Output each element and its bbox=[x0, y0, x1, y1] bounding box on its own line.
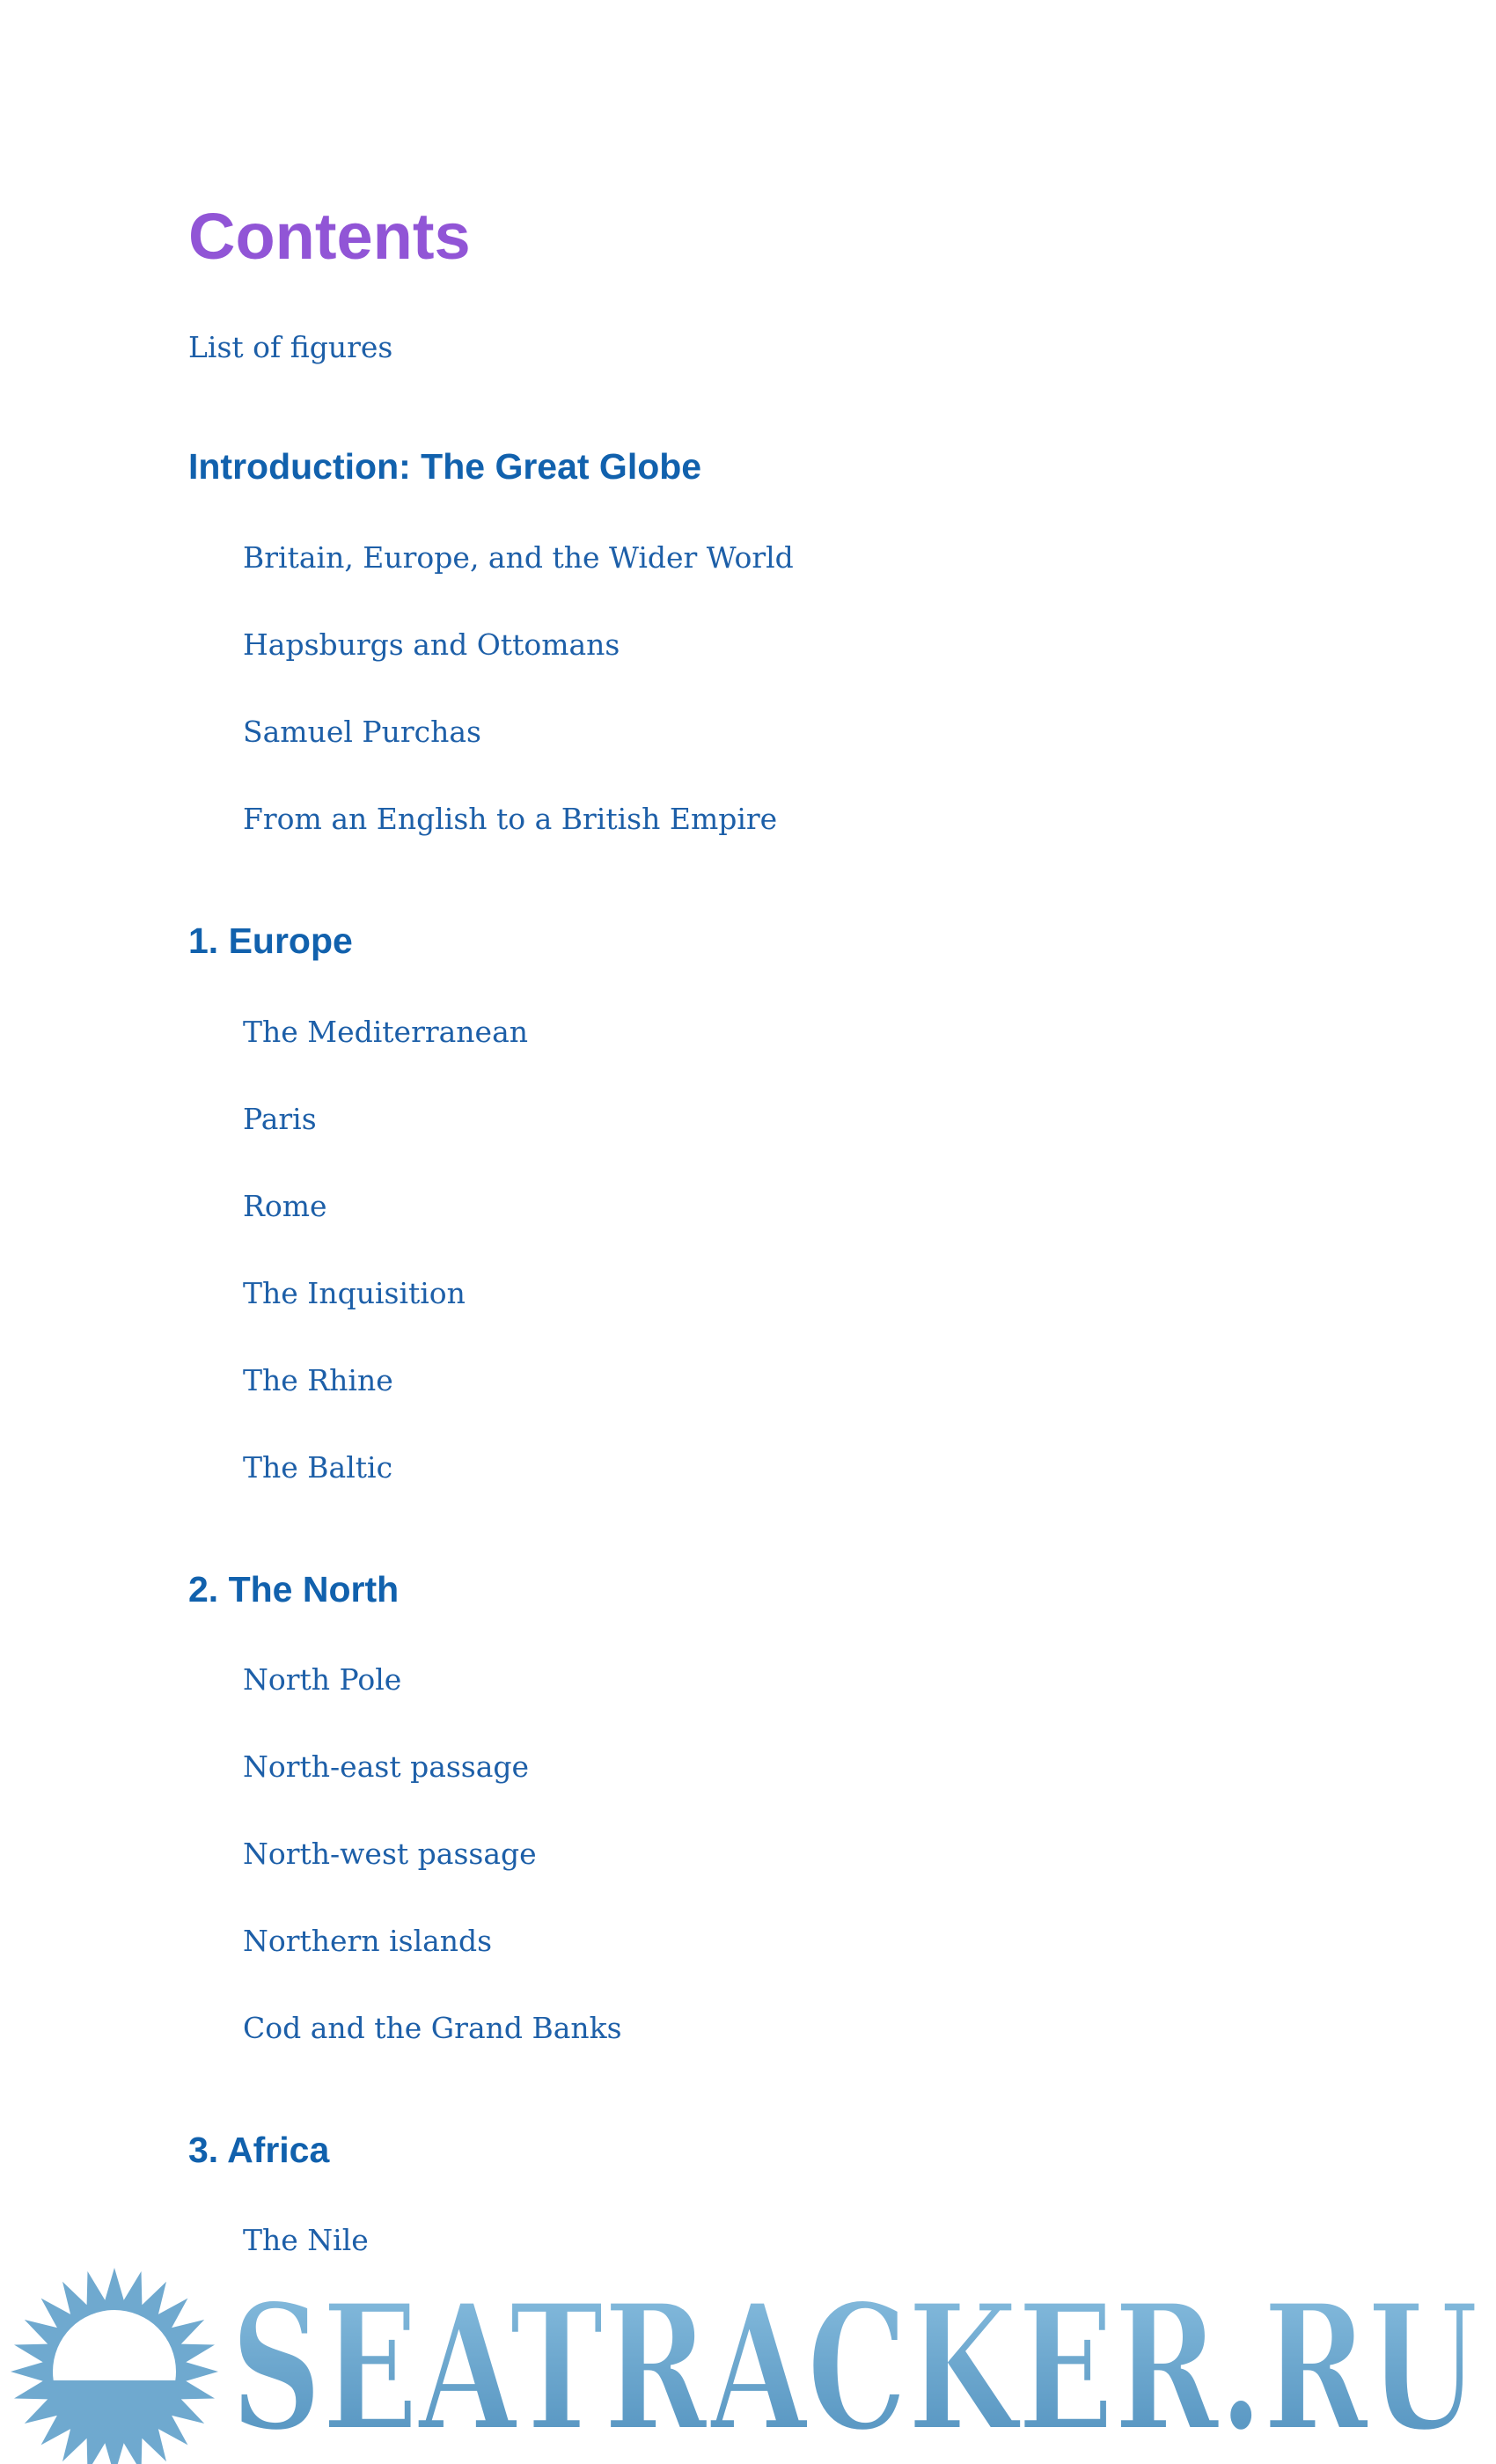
toc-section[interactable]: Northern islands bbox=[243, 1924, 493, 1958]
toc-section[interactable]: The Nile bbox=[243, 2223, 369, 2257]
page-title: Contents bbox=[188, 200, 471, 273]
toc-section[interactable]: Hapsburgs and Ottomans bbox=[243, 627, 620, 662]
toc-section[interactable]: Paris bbox=[243, 1102, 317, 1136]
toc-chapter-introduction[interactable]: Introduction: The Great Globe bbox=[188, 446, 702, 487]
toc-chapter-africa[interactable]: 3. Africa bbox=[188, 2130, 330, 2170]
toc-section[interactable]: Samuel Purchas bbox=[243, 715, 481, 749]
toc-section[interactable]: North-west passage bbox=[243, 1837, 537, 1871]
toc-chapter-europe[interactable]: 1. Europe bbox=[188, 920, 353, 961]
toc-entry-list-of-figures[interactable]: List of figures bbox=[188, 330, 393, 364]
toc-section[interactable]: North Pole bbox=[243, 1662, 402, 1697]
toc-chapter-the-north[interactable]: 2. The North bbox=[188, 1569, 400, 1610]
sun-over-sea-icon bbox=[11, 2268, 218, 2464]
watermark-text: SEATRACKER.RU bbox=[231, 2265, 1478, 2464]
toc-section[interactable]: The Baltic bbox=[243, 1450, 393, 1485]
toc-section[interactable]: Cod and the Grand Banks bbox=[243, 2011, 622, 2045]
toc-section[interactable]: The Inquisition bbox=[243, 1276, 466, 1310]
watermark bbox=[0, 2240, 1496, 2464]
toc-section[interactable]: From an English to a British Empire bbox=[243, 802, 778, 836]
toc-section[interactable]: Rome bbox=[243, 1189, 327, 1223]
toc-section[interactable]: Britain, Europe, and the Wider World bbox=[243, 540, 794, 575]
toc-section[interactable]: The Rhine bbox=[243, 1363, 393, 1397]
toc-section[interactable]: North-east passage bbox=[243, 1749, 530, 1784]
toc-section[interactable]: The Mediterranean bbox=[243, 1015, 529, 1049]
